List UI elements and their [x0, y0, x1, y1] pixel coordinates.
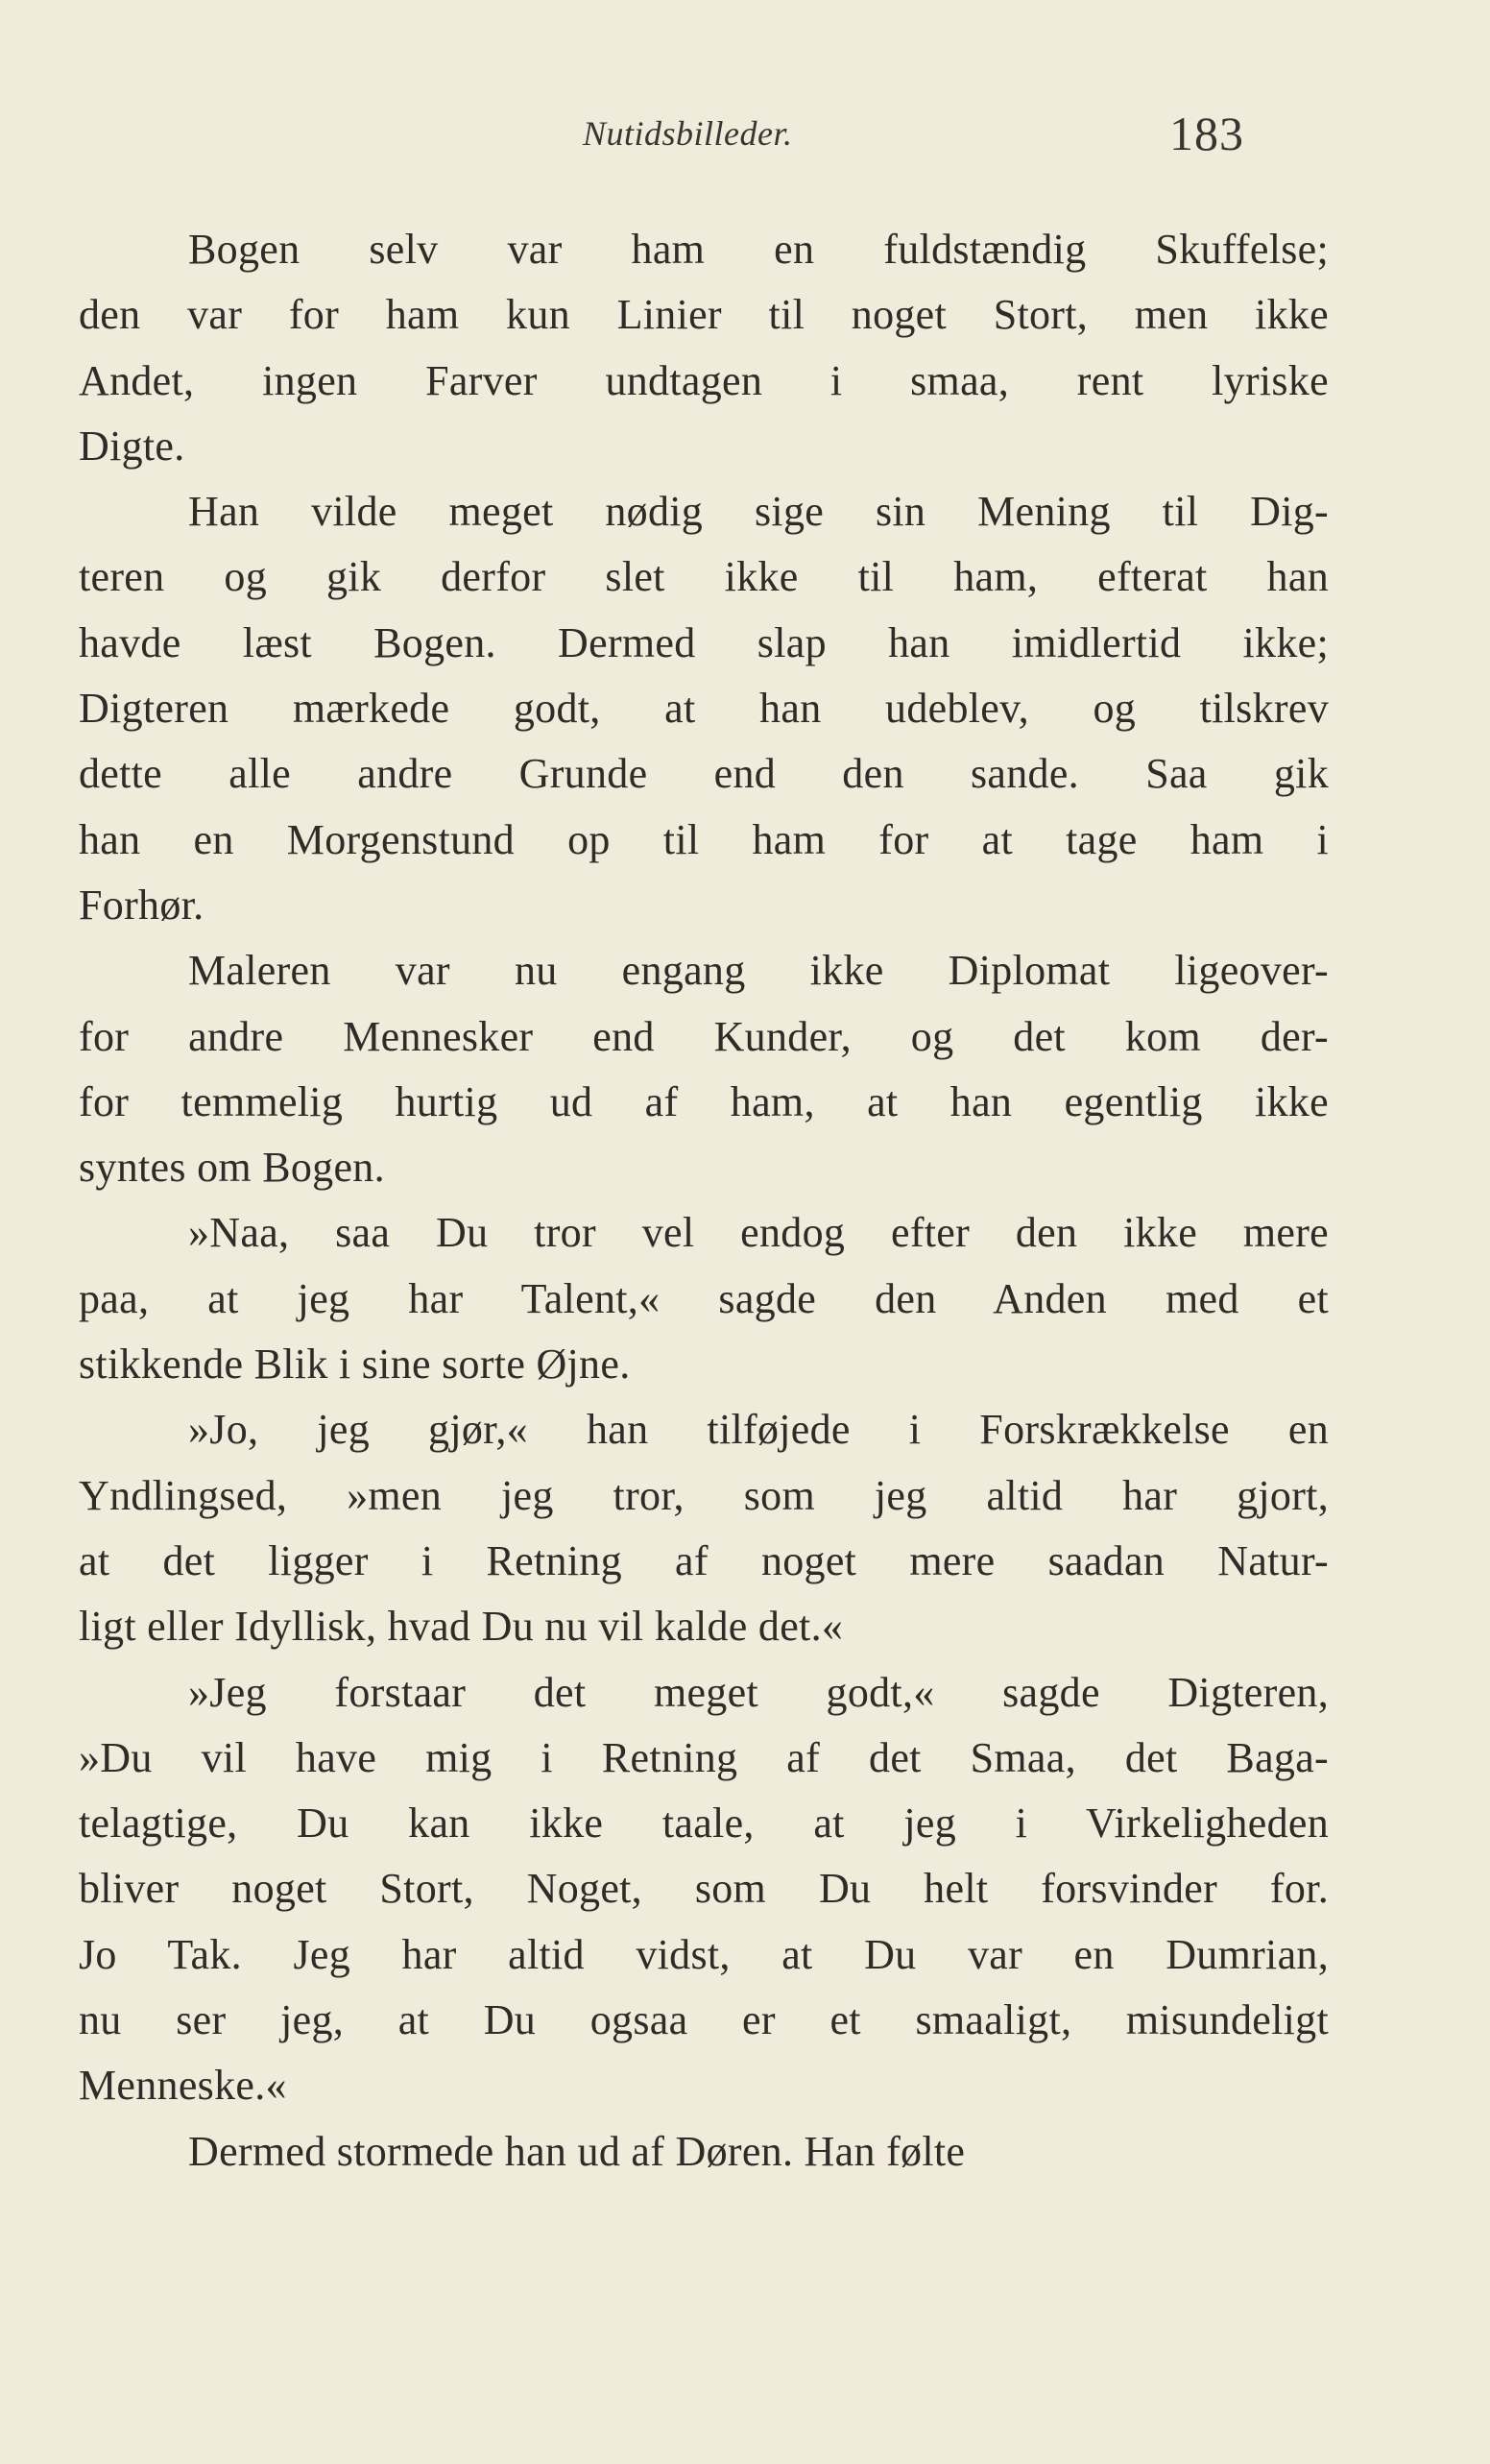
text-line: havde læst Bogen. Dermed slap han imidlertid ikke; — [79, 618, 1329, 666]
text-line: syntes om Bogen. — [79, 1144, 385, 1192]
text-line: den var for ham kun Linier til noget Stort, men ikke — [79, 291, 1329, 339]
text-line: Maleren var nu engang ikke Diplomat ligeover- — [188, 947, 1329, 995]
text-line: »Jo, jeg gjør,« han tilføjede i Forskrækkelse en — [188, 1406, 1329, 1454]
text-line: Andet, ingen Farver undtagen i smaa, rent lyriske — [79, 356, 1329, 404]
text-line: for temmelig hurtig ud af ham, at han egentlig ikke — [79, 1077, 1329, 1125]
running-header — [0, 106, 1490, 163]
text-line: Digte. — [79, 422, 185, 470]
text-line: Menneske.« — [79, 2062, 287, 2110]
running-title: Nutidsbilleder. — [583, 114, 793, 153]
text-line: Digteren mærkede godt, at han udeblev, og tilskrev — [79, 685, 1329, 733]
text-line: Yndlingsed, »men jeg tror, som jeg altid har gjort, — [79, 1471, 1329, 1519]
text-line: han en Morgenstund op til ham for at tage ham i — [79, 815, 1329, 863]
text-line: bliver noget Stort, Noget, som Du helt forsvinder for. — [79, 1865, 1329, 1913]
text-line: Forhør. — [79, 881, 204, 929]
text-line: ligt eller Idyllisk, hvad Du nu vil kalde det.« — [79, 1603, 844, 1651]
text-line: for andre Mennesker end Kunder, og det kom der- — [79, 1012, 1329, 1060]
text-line: Dermed stormede han ud af Døren. Han følte — [188, 2127, 966, 2175]
text-line: »Naa, saa Du tror vel endog efter den ikke mere — [188, 1209, 1329, 1257]
text-line: telagtige, Du kan ikke taale, at jeg i Virkeligheden — [79, 1800, 1329, 1848]
text-line: nu ser jeg, at Du ogsaa er et smaaligt, misundeligt — [79, 1996, 1329, 2044]
text-line: Han vilde meget nødig sige sin Mening til Dig- — [188, 488, 1329, 536]
text-line: dette alle andre Grunde end den sande. Saa gik — [79, 750, 1329, 798]
text-line: teren og gik derfor slet ikke til ham, efterat han — [79, 553, 1329, 601]
text-line: Bogen selv var ham en fuldstændig Skuffelse; — [188, 226, 1329, 273]
text-line: Jo Tak. Jeg har altid vidst, at Du var en Dumrian, — [79, 1930, 1329, 1978]
text-line: stikkende Blik i sine sorte Øjne. — [79, 1341, 631, 1389]
text-line: »Jeg forstaar det meget godt,« sagde Digteren, — [188, 1668, 1329, 1716]
text-line: paa, at jeg har Talent,« sagde den Anden med et — [79, 1274, 1329, 1322]
text-line: at det ligger i Retning af noget mere saadan Natur- — [79, 1536, 1329, 1584]
text-line: »Du vil have mig i Retning af det Smaa, det Baga- — [79, 1733, 1329, 1781]
page-number: 183 — [1169, 107, 1244, 160]
body-text — [79, 217, 1329, 2185]
